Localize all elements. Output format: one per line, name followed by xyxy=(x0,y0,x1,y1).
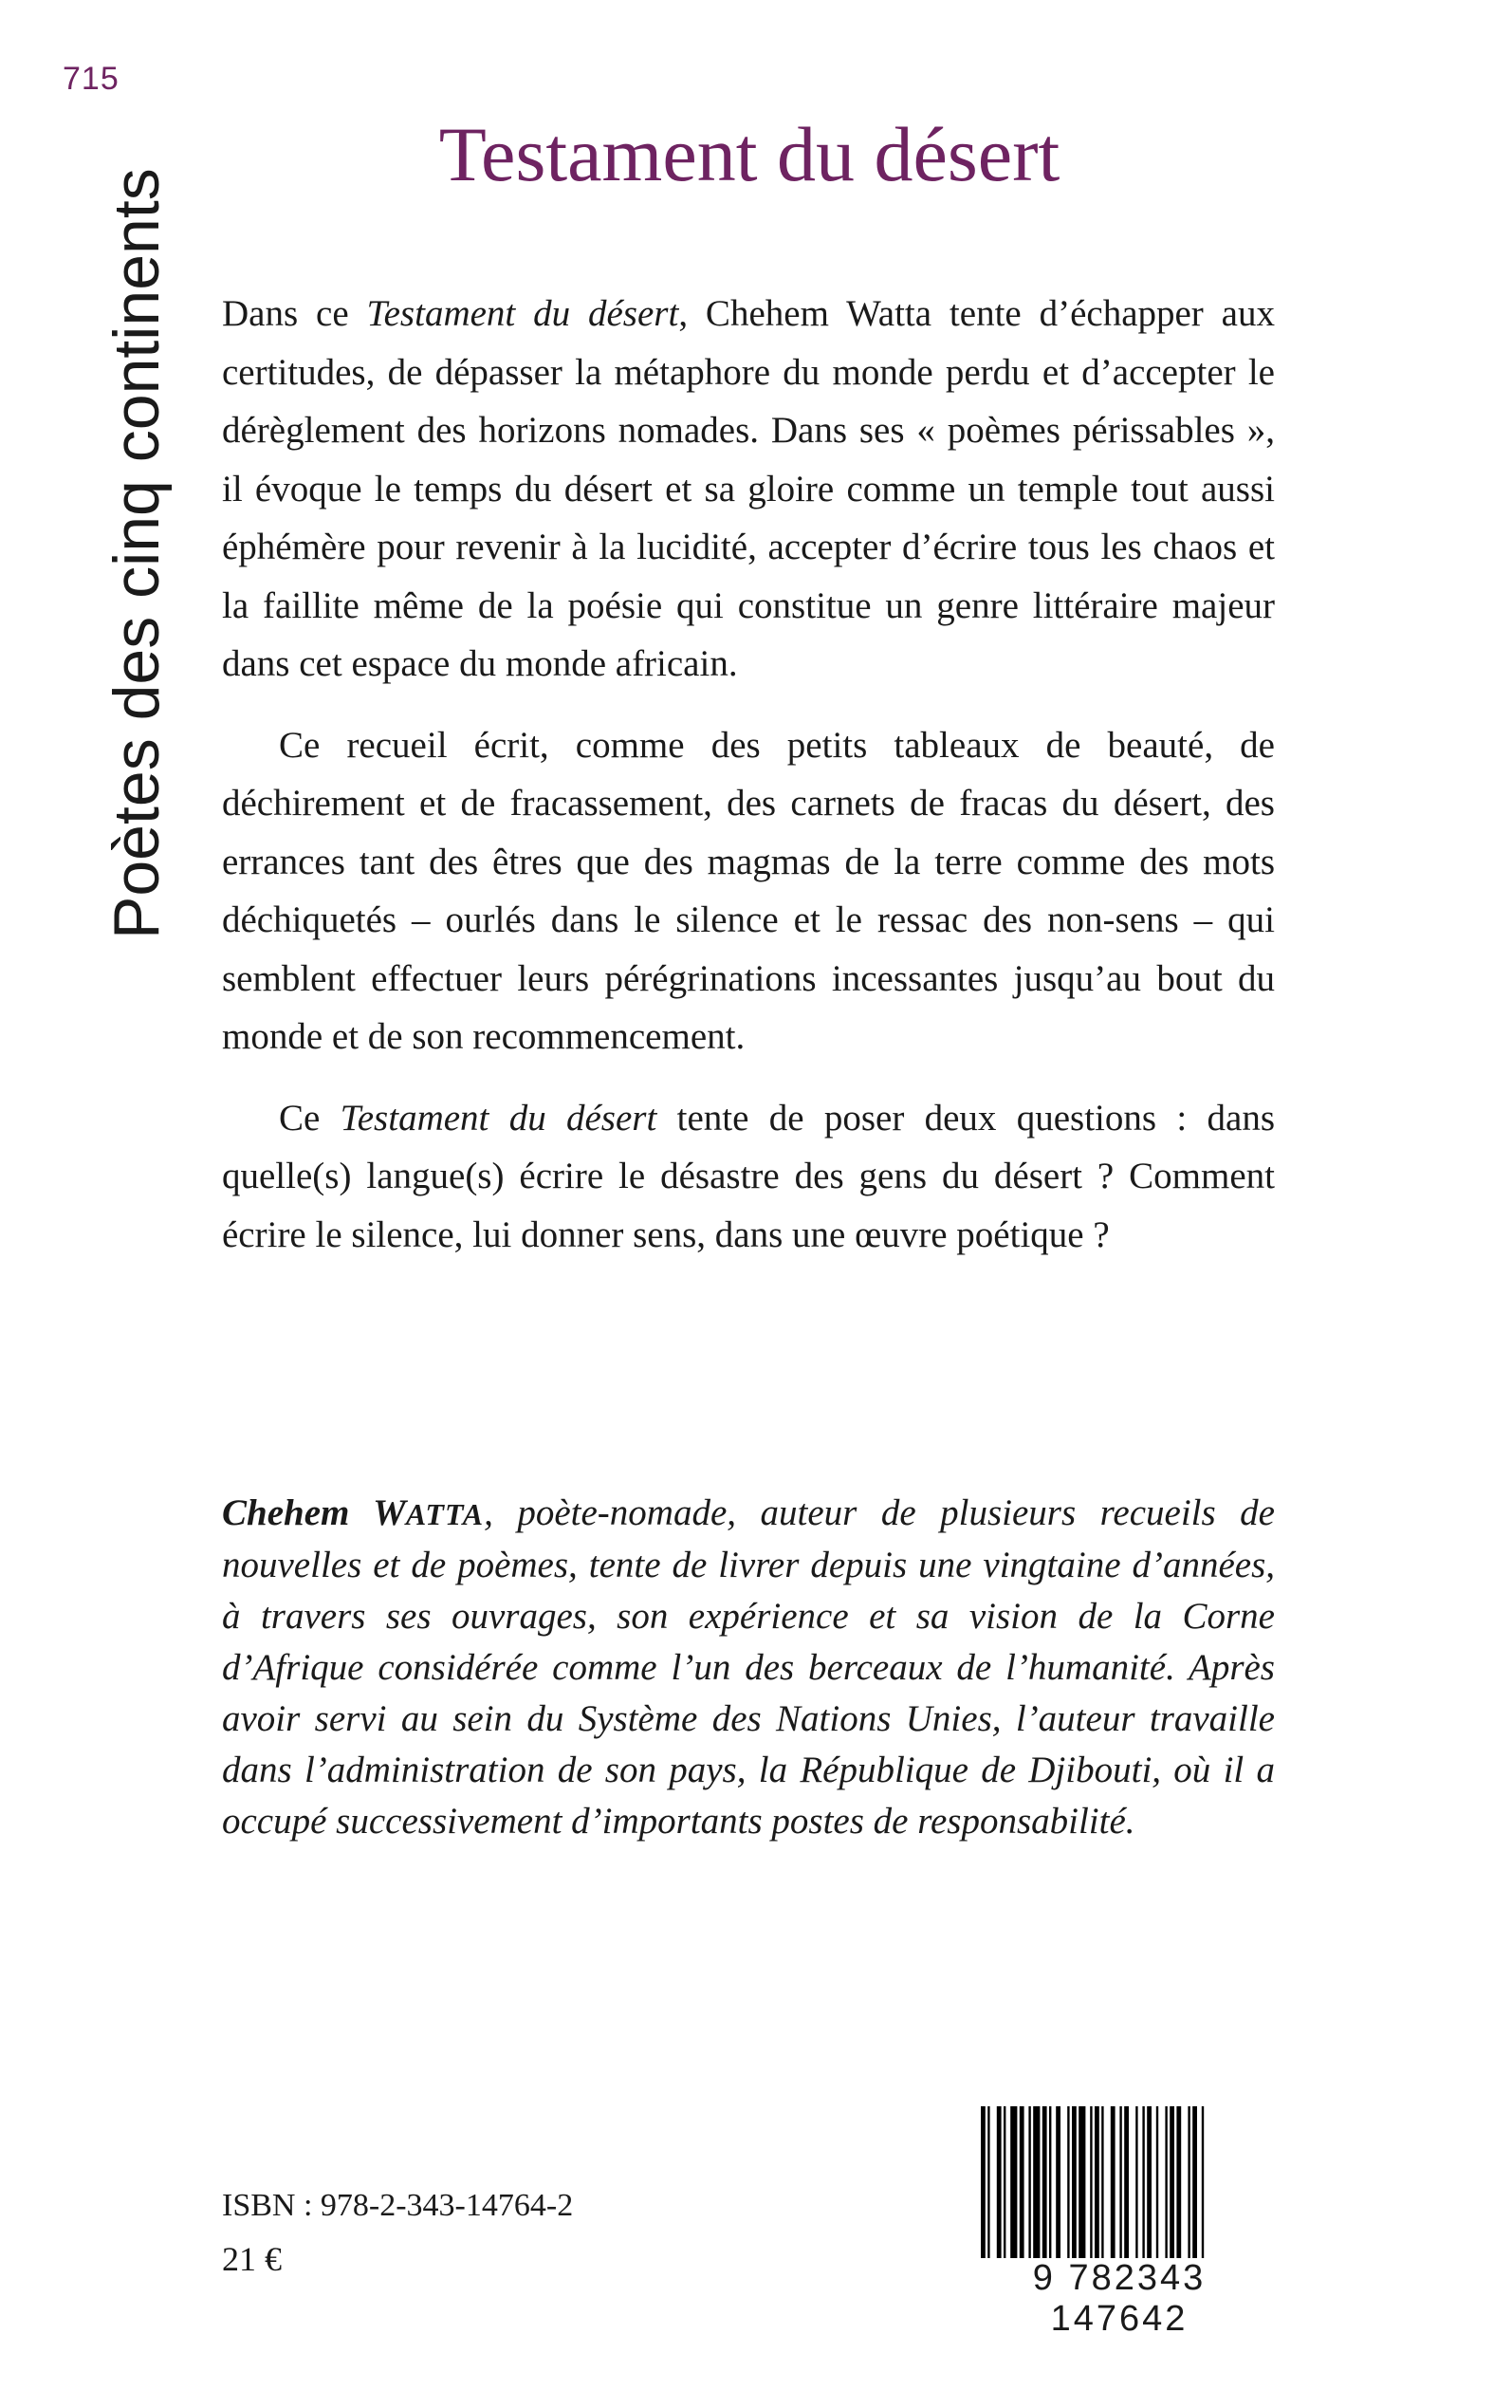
series-number: 715 xyxy=(63,61,120,97)
book-title: Testament du désert xyxy=(438,111,1060,197)
barcode-digits: 9 782343 147642 xyxy=(958,2258,1281,2340)
blurb-paragraph-2 xyxy=(222,716,1275,1066)
paragraph-2-text: Ce recueil écrit, comme des petits tableaux de beauté, de déchirement et de fracassement, des carnets de fracas du désert, des errances tant des êtres que des magmas de la terre comme des mots déchiquetés – ourlés dans le silence et le ressac des non-sens – qui semblent effectuer leurs pérégrinations incessantes jusqu’au bout du monde et de son recommencement. xyxy=(222,724,1275,1057)
paragraph-3-book-title: Testament du désert xyxy=(340,1097,657,1139)
blurb xyxy=(222,285,1275,1287)
author-bio-text: , poète-nomade, auteur de plusieurs recueils de nouvelles et de poèmes, tente de livrer depuis une vingtaine d’années, à travers ses ouvrages, son expérience et sa vision de la Corne d’Afrique considérée comme l’un des berceaux de l’humanité. Après avoir servi au sein du Système des Nations Unies, l’auteur travaille dans l’administration de son pays, la République de Djibouti, où il a occupé successivement d’importants postes de responsabilité. xyxy=(222,1492,1275,1842)
paragraph-1-book-title: Testament du désert xyxy=(366,293,679,334)
author-first-name: Chehem xyxy=(222,1492,374,1533)
blurb-paragraph-1 xyxy=(222,285,1275,694)
paragraph-1-text-b: , Chehem Watta tente d’échapper aux certitudes, de dépasser la métaphore du monde perdu et d’accepter le dérèglement des horizons nomades. Dans ses « poèmes périssables », il évoque le temps du désert et sa gloire comme un temple tout aussi éphémère pour revenir à la lucidité, accepter d’écrire tous les chaos et la faillite même de la poésie qui constitue un genre littéraire majeur dans cet espace du monde africain. xyxy=(222,293,1275,684)
paragraph-1-text-a: Dans ce xyxy=(222,293,367,334)
price: 21 € xyxy=(222,2240,282,2278)
paragraph-3-text-b: tente de poser deux questions : dans quelle(s) langue(s) écrire le désastre des gens du désert ? Comment écrire le silence, lui donner sens, dans une œuvre poétique ? xyxy=(222,1097,1276,1255)
isbn: ISBN : 978-2-343-14764-2 xyxy=(222,2188,574,2223)
paragraph-3-text-a: Ce xyxy=(279,1097,341,1139)
author-bio xyxy=(222,1488,1275,1847)
series-name: Poètes des cinq continents xyxy=(101,168,173,939)
author-name xyxy=(222,1492,484,1533)
blurb-paragraph-3 xyxy=(222,1089,1275,1265)
author-last-initial: W xyxy=(373,1492,406,1533)
author-last-rest: ATTA xyxy=(405,1497,485,1531)
